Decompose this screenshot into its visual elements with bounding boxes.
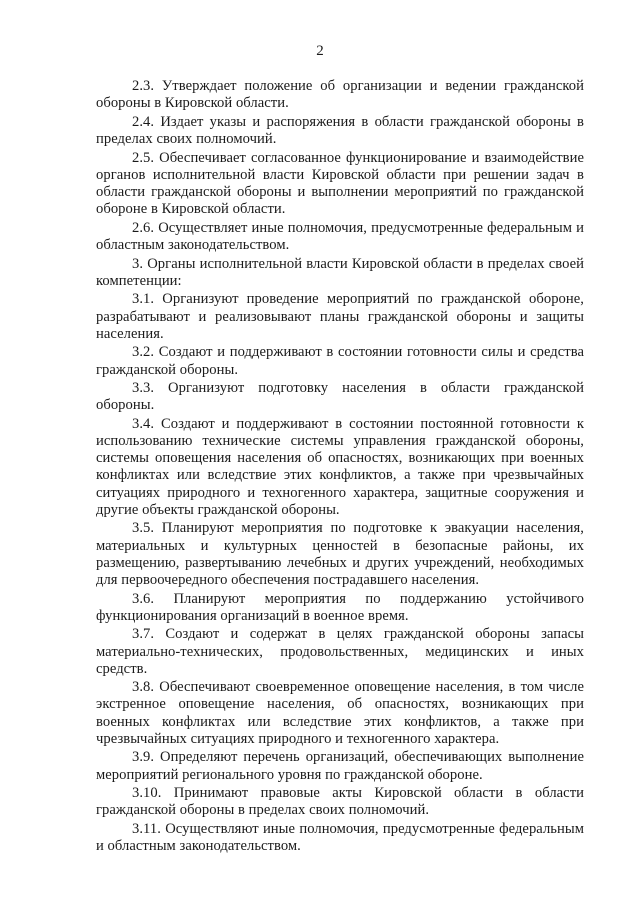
paragraph-3-7: 3.7. Создают и содержат в целях гражданской обороны запасы материально-технических, продовольственных, медицинских и иных средств. (96, 626, 584, 677)
paragraph-3-2: 3.2. Создают и поддерживают в состоянии готовности силы и средства гражданской обороны. (96, 344, 584, 378)
page-number: 2 (316, 43, 324, 59)
paragraph-3-9: 3.9. Определяют перечень организаций, обеспечивающих выполнение мероприятий регионального уровня по гражданской обороне. (96, 749, 584, 783)
paragraph-3-8: 3.8. Обеспечивают своевременное оповещение населения, в том числе экстренное оповещение населения, об опасностях, возникающих при военных конфликтах или вследствие этих конфликтов, а также при чрезвычайных ситуациях природного и техногенного характера. (96, 679, 584, 747)
paragraph-3-10: 3.10. Принимают правовые акты Кировской области в области гражданской обороны в пределах своих полномочий. (96, 785, 584, 819)
paragraph-2-3: 2.3. Утверждает положение об организации и ведении гражданской обороны в Кировской области. (96, 78, 584, 112)
paragraph-2-5: 2.5. Обеспечивает согласованное функционирование и взаимодействие органов исполнительной власти Кировской области при решении задач в области гражданской обороны и выполнении мероприятий по гражданской обороне в Кировской области. (96, 149, 584, 218)
document-body (96, 78, 584, 857)
paragraph-3-3: 3.3. Организуют подготовку населения в области гражданской обороны. (96, 380, 584, 414)
paragraph-3: 3. Органы исполнительной власти Кировской области в пределах своей компетенции: (96, 255, 584, 289)
paragraph-3-11: 3.11. Осуществляют иные полномочия, предусмотренные федеральным и областным законодательством. (96, 821, 584, 855)
paragraph-3-5: 3.5. Планируют мероприятия по подготовке к эвакуации населения, материальных и культурных ценностей в безопасные районы, их размещению, развертыванию лечебных и других учреждений, необходимых для первоочередного обеспечения пострадавшего населения. (96, 520, 584, 588)
paragraph-3-1: 3.1. Организуют проведение мероприятий по гражданской обороне, разрабатывают и реализовывают планы гражданской обороны и защиты населения. (96, 291, 584, 342)
paragraph-2-6: 2.6. Осуществляет иные полномочия, предусмотренные федеральным и областным законодательством. (96, 219, 584, 253)
paragraph-2-4: 2.4. Издает указы и распоряжения в области гражданской обороны в пределах своих полномочий. (96, 113, 584, 147)
paragraph-3-6: 3.6. Планируют мероприятия по поддержанию устойчивого функционирования организаций в военное время. (96, 590, 584, 624)
paragraph-3-4: 3.4. Создают и поддерживают в состоянии постоянной готовности к использованию технические системы управления гражданской обороны, системы оповещения населения об опасностях, возникающих при военных конфликтах или вследствие этих конфликтов, а также при чрезвычайных ситуациях природного и техногенного характера, защитные сооружения и другие объекты гражданской обороны. (96, 415, 584, 518)
